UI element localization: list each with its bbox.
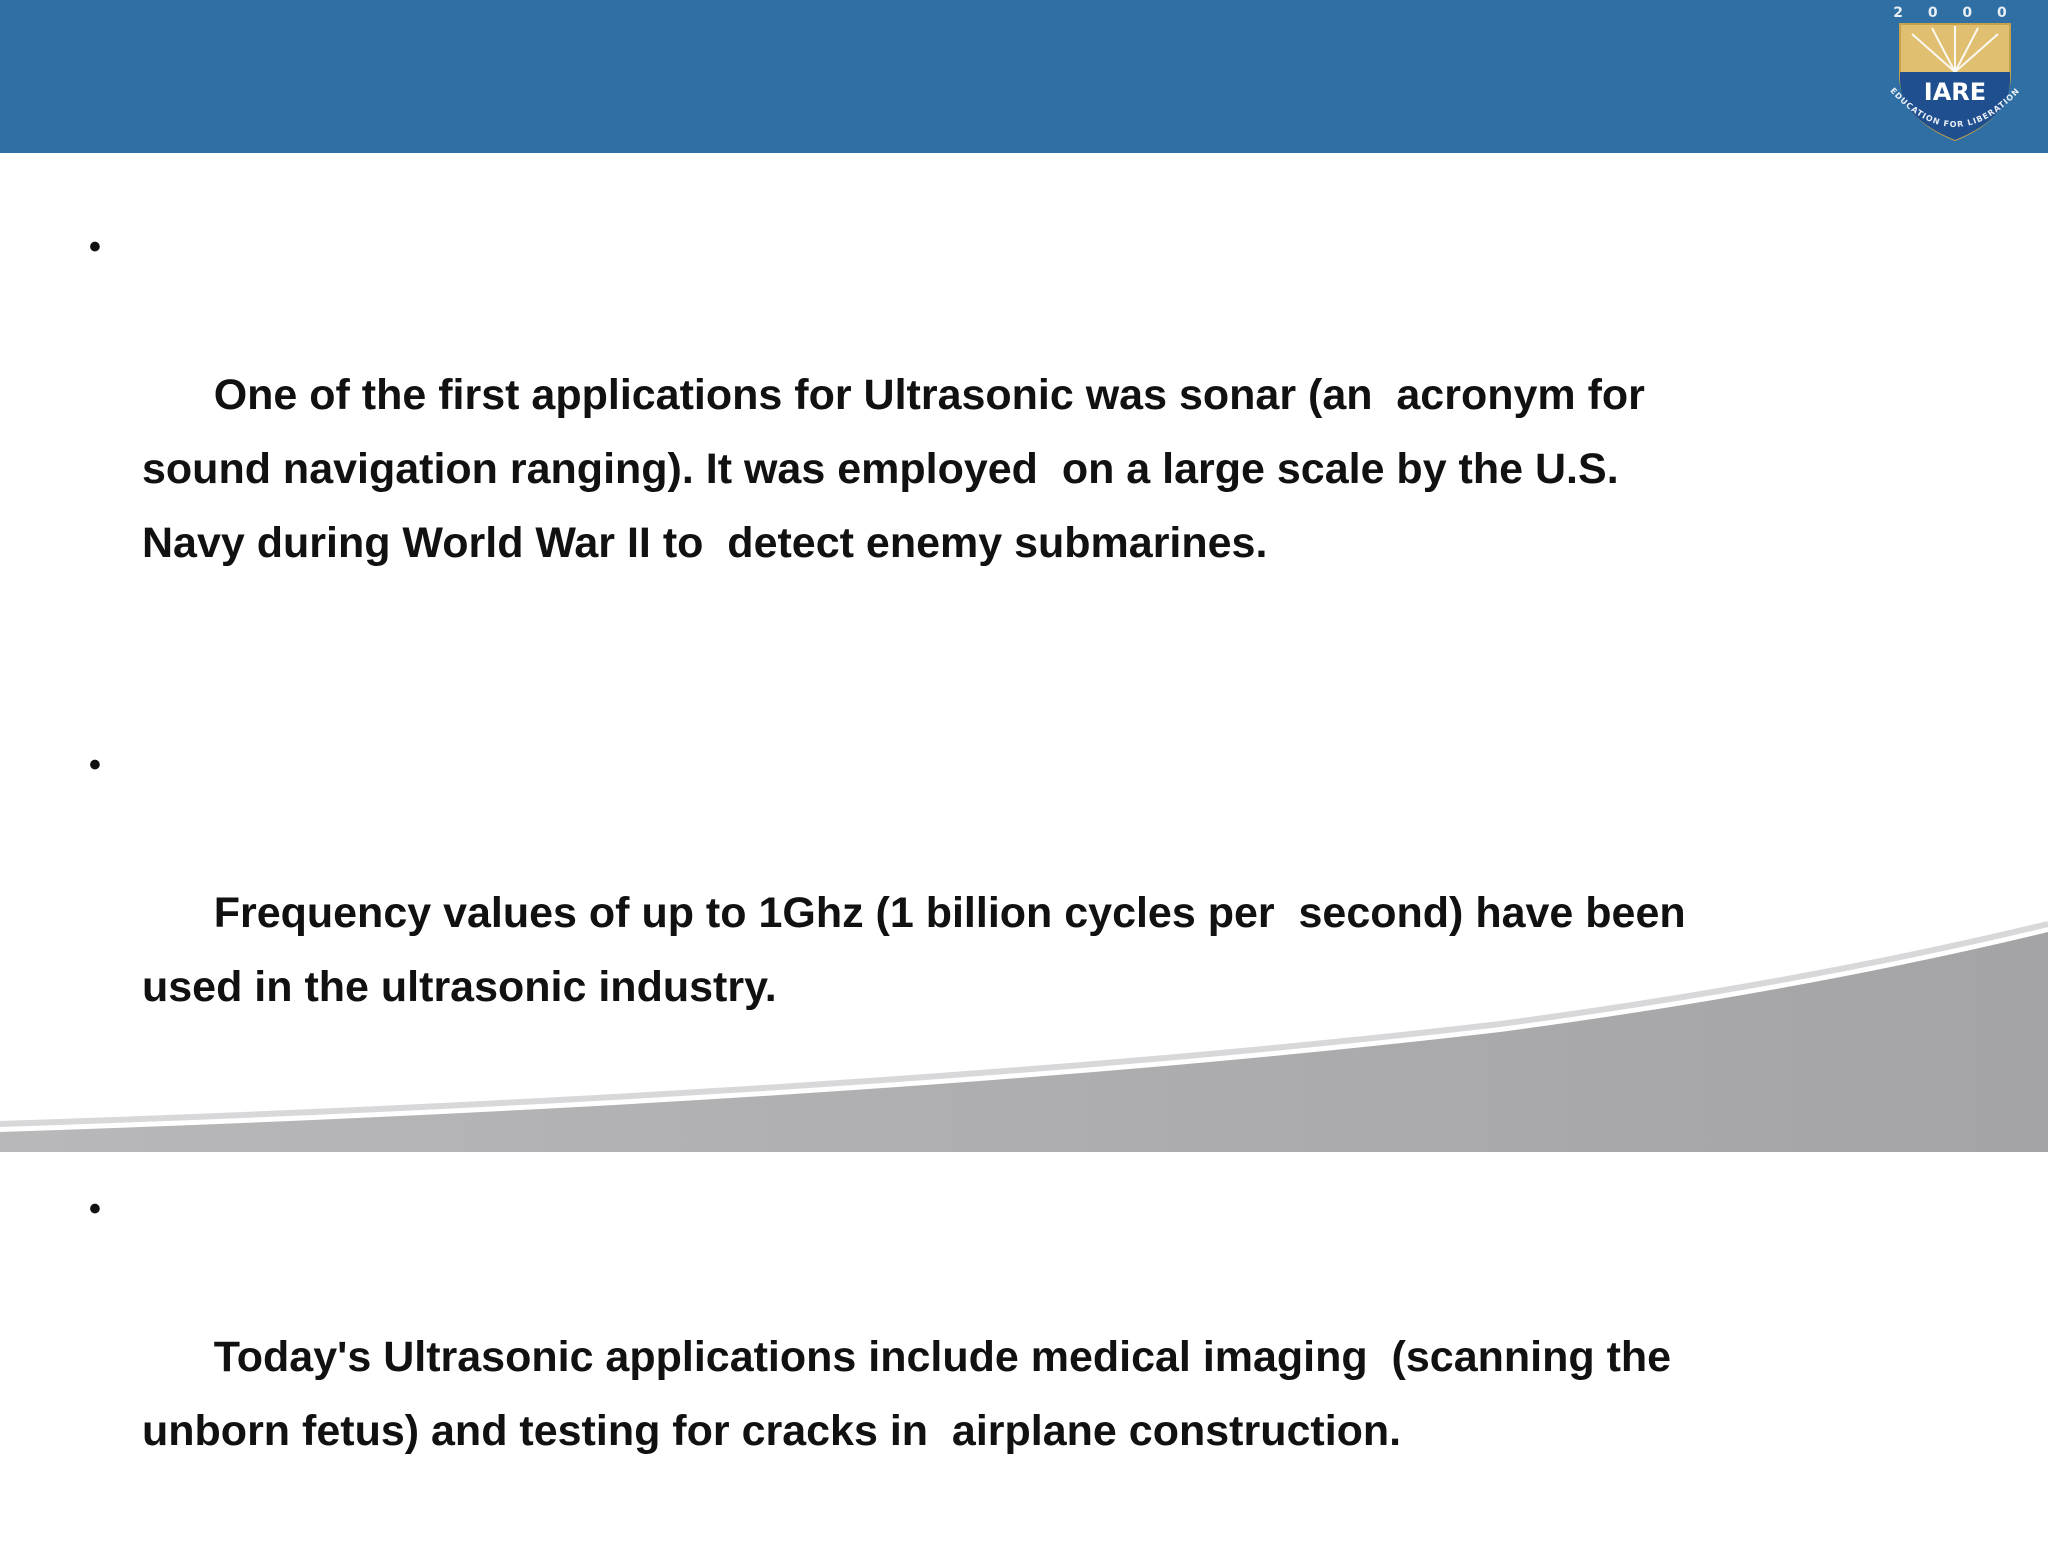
iare-logo-icon — [1862, 0, 2048, 150]
logo-name: IARE — [1923, 78, 1987, 106]
bullet-text: Today's Ultrasonic applications include medical imaging (scanning the unborn fetus) and testing for cracks in airplane construction. — [142, 1333, 1684, 1455]
bullet-text: One of the first applications for Ultrasonic was sonar (an acronym for sound navigation ranging). It was employed on a large scale by the U.S. Navy during World War II to detect enemy submarines. — [142, 371, 1657, 567]
logo-year: 2 0 0 0 — [1893, 5, 2017, 21]
bullet-item — [80, 1172, 1720, 1542]
bullet-text: Frequency values of up to 1Ghz (1 billion cycles per second) have been used in the ultrasonic industry. — [142, 889, 1698, 1011]
bullet-marker: • — [89, 746, 101, 784]
bottom-swoosh — [0, 892, 2048, 1152]
bullet-marker: • — [89, 1190, 101, 1228]
bullet-item — [80, 210, 1720, 654]
header-band — [0, 0, 2048, 153]
bullet-list — [80, 210, 1720, 1542]
logo-motto: EDUCATION FOR LIBERATION — [1888, 86, 2022, 130]
bullet-marker: • — [89, 228, 101, 266]
